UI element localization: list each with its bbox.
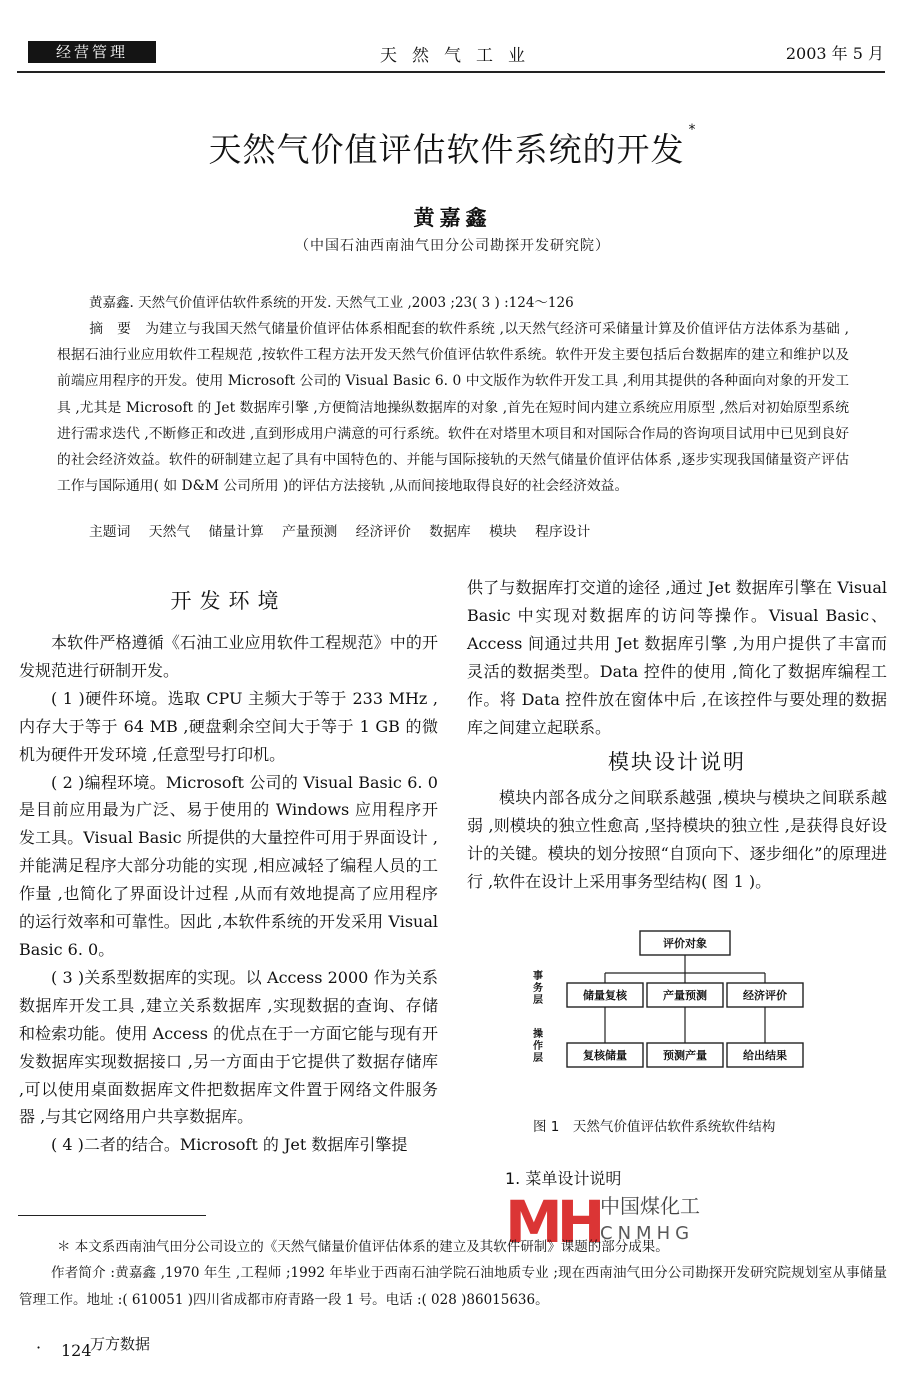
right-column (467, 574, 887, 741)
structure-diagram (520, 925, 840, 1075)
diagram-label-transaction: 产量预测 (663, 989, 707, 1002)
database-label: 万方数据 (90, 1335, 151, 1353)
section-heading-module-design: 模块设计说明 (608, 750, 746, 774)
diagram-label-root: 评价对象 (663, 937, 707, 950)
abstract-label: 摘 要 (89, 321, 132, 337)
keyword: 经济评价 (355, 524, 411, 540)
paragraph: ( 1 )硬件环境。选取 CPU 主频大于等于 233 MHz ,内存大于等于 64 MB ,硬盘剩余空间大于等于 1 GB 的微机为硬件开发环境 ,任意型号打印机。 (19, 688, 438, 764)
diagram-label-transaction: 经济评价 (743, 989, 787, 1002)
issue-date: 2003 年 5 月 (785, 44, 884, 63)
header-rule (17, 71, 885, 73)
keyword: 产量预测 (282, 524, 338, 540)
keyword: 数据库 (429, 524, 471, 540)
paragraph-continuation: 供了与数据库打交道的途径 ,通过 Jet 数据库引擎在 Visual Basic 中实现对数据库的访问等操作。Visual Basic、Access 间通过共用 Jet 数据库引擎 ,为用户提供了丰富而灵活的数据类型。Data 控件的使用 ,简化了数据库编程工作。将 Data 控件放在窗体中后 ,在该控件与要处理的数据库之间建立起联系。 (467, 578, 887, 737)
logo-en: CNMHG (600, 1223, 695, 1244)
title-text: 天然气价值评估软件系统的开发 (208, 130, 685, 169)
section-heading-dev-env: 开发环境 (170, 589, 287, 613)
keywords-label: 主题词 (89, 524, 131, 540)
article-title (0, 124, 905, 171)
diagram-level-label: 事务层 (533, 971, 543, 1006)
keyword: 程序设计 (535, 524, 591, 540)
keyword: 模块 (489, 524, 517, 540)
journal-name: 天然气工业 (380, 46, 540, 66)
paragraph: ( 3 )关系型数据库的实现。以 Access 2000 作为关系数据库开发工具 ,建立关系数据库 ,实现数据的查询、存储和检索功能。使用 Access 的优点在于一方面它能与现有开发数据库实现数据接口 ,另一方面由于它提供了数据存储库 ,可以使用桌面数据库文件把数据库文件置于网络文件服务器 ,与其它网络用户共享数据库。 (19, 967, 438, 1127)
paragraph: 本软件严格遵循《石油工业应用软件工程规范》中的开发规范进行研制开发。 (19, 633, 438, 680)
logo-cn: 中国煤化工 (600, 1194, 700, 1218)
title-footnote-mark: * (688, 122, 697, 138)
paragraph: ( 2 )编程环境。Microsoft 公司的 Visual Basic 6. 0 是目前应用最为广泛、易于使用的 Windows 应用程序开发工具。Visual Basic 所提供的大量控件可用于界面设计 ,并能满足程序大部分功能的实现 ,相应减轻了编程人员的工作量 ,也简化了界面设计过程 ,从而有效地提高了应用程序的运行效率和可靠性。因此 ,本软件系统的开发采用 Visual Basic 6. 0。 (19, 772, 438, 959)
diagram-label-operation: 复核储量 (583, 1049, 627, 1062)
diagram-label-transaction: 储量复核 (583, 989, 627, 1002)
keyword: 天然气 (148, 524, 191, 540)
keywords (89, 520, 849, 540)
page-number: 124 (61, 1341, 92, 1360)
right-column-section2 (467, 784, 887, 896)
keyword: 储量计算 (208, 524, 264, 540)
section-badge: 经营管理 (28, 41, 156, 63)
paragraph: ( 4 )二者的结合。Microsoft 的 Jet 数据库引擎提 (51, 1135, 408, 1155)
footnote-author-bio: 作者简介 :黄嘉鑫 ,1970 年生 ,工程师 ;1992 年毕业于西南石油学院石油地质专业 ;现在西南油气田分公司勘探开发研究院规划室从事储量管理工作。地址 :( 610051 )四川省成都市府青路一段 1 号。电话 :( 028 )86015636。 (19, 1265, 887, 1308)
footnote-funding: ＊ 本文系西南油气田分公司设立的《天然气储量价值评估体系的建立及其软件研制》课题的部分成果。 (57, 1239, 669, 1255)
left-column (19, 629, 438, 1159)
diagram-level-label: 操作层 (533, 1029, 543, 1064)
diagram-label-operation: 给出结果 (743, 1049, 787, 1062)
author-affiliation: （中国石油西南油气田分公司勘探开发研究院） (295, 238, 610, 254)
subsection-heading: 1. 菜单设计说明 (505, 1169, 622, 1188)
diagram-label-operation: 预测产量 (663, 1049, 707, 1062)
page-bullet: · (36, 1338, 42, 1357)
paragraph: 模块内部各成分之间联系越强 ,模块与模块之间联系越弱 ,则模块的独立性愈高 ,坚持模块的独立性 ,是获得良好设计的关键。模块的划分按照“自顶向下、逐步细化”的原理进行 ,软件在设计上采用事务型结构( 图 1 )。 (467, 788, 887, 891)
author-name: 黄嘉鑫 (413, 206, 492, 230)
logo-mark: MH (505, 1190, 600, 1250)
figure-caption: 图 1 天然气价值评估软件系统软件结构 (533, 1119, 776, 1135)
footnote-rule (18, 1215, 206, 1216)
abstract (57, 316, 849, 499)
abstract-text: 为建立与我国天然气储量价值评估体系相配套的软件系统 ,以天然气经济可采储量计算及价值评估方法体系为基础 ,根据石油行业应用软件工程规范 ,按软件工程方法开发天然气价值评估软件系统。软件开发主要包括后台数据库的建立和维护以及前端应用程序的开发。使用 Microsoft 公司的 Visual Basic 6. 0 中文版作为软件开发工具 ,利用其提供的各种面向对象的开发工具 ,尤其是 Microsoft 的 Jet 数据库引擎 ,方便简洁地操纵数据库的对象 ,首先在短时间内建立系统应用原型 ,然后对初始原型系统进行需求迭代 ,不断修正和改进 ,直到形成用户满意的可行系统。软件在对塔里木项目和对国际合作局的咨询项目试用中已见到良好的社会经济效益。软件的研制建立起了具有中国特色的、并能与国际接轨的天然气储量价值评估体系 ,逐步实现我国储量资产评估工作与国际通用( 如 D&M 公司所用 )的评估方法接轨 ,从而间接地取得良好的社会经济效益。 (57, 321, 850, 495)
citation-line: 黄嘉鑫. 天然气价值评估软件系统的开发. 天然气工业 ,2003 ;23( 3 ) :124～126 (89, 295, 574, 311)
